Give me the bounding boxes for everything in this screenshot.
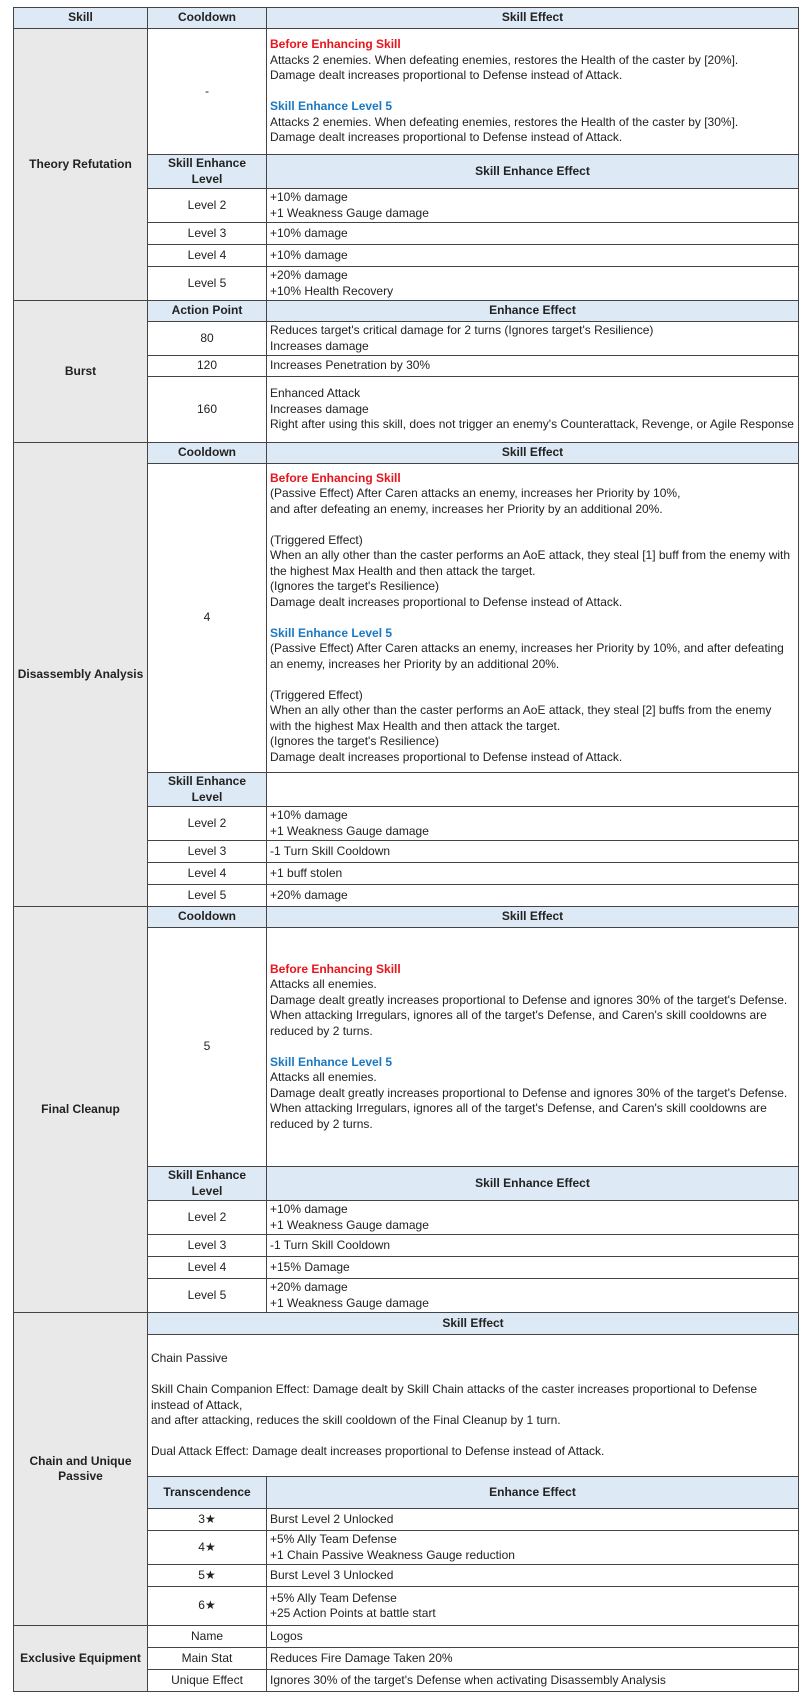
skill-name-chain: Chain and Unique Passive <box>14 1313 148 1626</box>
action-point: 160 <box>148 377 267 443</box>
transcendence-effect: Burst Level 2 Unlocked <box>267 1509 799 1531</box>
equipment-value: Reduces Fire Damage Taken 20% <box>267 1648 799 1670</box>
level-effect: +10% damage +1 Weakness Gauge damage <box>267 807 799 841</box>
skill-effect <box>267 928 799 1167</box>
level-header: Skill Enhance Level <box>148 155 267 189</box>
burst-effect: Increases Penetration by 30% <box>267 356 799 377</box>
effect-header: Skill Effect <box>148 1313 799 1335</box>
header-skill: Skill <box>14 8 148 29</box>
equipment-label: Main Stat <box>148 1648 267 1670</box>
enhanced-label: Skill Enhance Level 5 <box>270 99 393 114</box>
cooldown-value: 4 <box>148 464 267 773</box>
action-point: 120 <box>148 356 267 377</box>
before-text: Attacks 2 enemies. When defeating enemies, restores the Health of the caster by [20%]. Damage dealt increases proportional to Defense instead of Attack. <box>270 52 739 83</box>
enhanced-text: Attacks all enemies. Damage dealt greatly increases proportional to Defense and ignores 30% of the target's Defense. When attacking Irregulars, ignores all of the target's Defense, and Caren's skill cooldowns are reduced by 2 turns. <box>270 1070 788 1131</box>
skill-name-cleanup: Final Cleanup <box>14 907 148 1313</box>
before-text: Attacks all enemies. Damage dealt greatly increases proportional to Defense and ignores 30% of the target's Defense. When attacking Irregulars, ignores all of the target's Defense, and Caren's skill cooldowns are reduced by 2 turns. <box>270 977 788 1038</box>
table-header-row <box>14 8 799 29</box>
skill-table <box>13 7 799 1692</box>
equipment-title: Exclusive Equipment <box>14 1626 148 1692</box>
level: Level 5 <box>148 1279 267 1313</box>
cooldown-header: Cooldown <box>148 443 267 464</box>
skill-effect <box>267 464 799 773</box>
level: Level 3 <box>148 223 267 245</box>
transcendence-effect: +5% Ally Team Defense +25 Action Points at battle start <box>267 1587 799 1626</box>
transcendence-header: Transcendence <box>148 1477 267 1509</box>
level: Level 4 <box>148 245 267 267</box>
action-point: 80 <box>148 322 267 356</box>
level-effect: +10% damage <box>267 245 799 267</box>
level-effect: +10% damage +1 Weakness Gauge damage <box>267 189 799 223</box>
cooldown-value: 5 <box>148 928 267 1167</box>
transcendence-tier: 6★ <box>148 1587 267 1626</box>
level: Level 4 <box>148 1257 267 1279</box>
effect-header: Skill Effect <box>267 907 799 928</box>
level: Level 2 <box>148 189 267 223</box>
level-effect: +15% Damage <box>267 1257 799 1279</box>
enhanced-text: Attacks 2 enemies. When defeating enemies, restores the Health of the caster by [30%]. Damage dealt increases proportional to Defense instead of Attack. <box>270 114 739 145</box>
level-header: Skill Enhance Level <box>148 773 267 807</box>
level: Level 2 <box>148 1201 267 1235</box>
level-effect-header: Skill Enhance Effect <box>267 1167 799 1201</box>
level-effect-header: Skill Enhance Effect <box>267 155 799 189</box>
level: Level 2 <box>148 807 267 841</box>
equipment-value: Ignores 30% of the target's Defense when activating Disassembly Analysis <box>267 1670 799 1692</box>
empty-cell <box>267 773 799 807</box>
skill-effect <box>267 29 799 155</box>
header-cooldown: Cooldown <box>148 8 267 29</box>
level: Level 4 <box>148 863 267 885</box>
transcendence-effect: +5% Ally Team Defense +1 Chain Passive Weakness Gauge reduction <box>267 1531 799 1565</box>
table-row <box>14 1626 799 1648</box>
level-effect: +1 buff stolen <box>267 863 799 885</box>
equipment-value: Logos <box>267 1626 799 1648</box>
equipment-label: Name <box>148 1626 267 1648</box>
level-effect: +10% damage +1 Weakness Gauge damage <box>267 1201 799 1235</box>
transcendence-tier: 3★ <box>148 1509 267 1531</box>
level-header: Skill Enhance Level <box>148 1167 267 1201</box>
skill-name-theory: Theory Refutation <box>14 29 148 301</box>
cooldown-value: - <box>148 29 267 155</box>
skill-name-burst: Burst <box>14 301 148 443</box>
cooldown-header: Cooldown <box>148 907 267 928</box>
enhanced-label: Skill Enhance Level 5 <box>270 1054 393 1069</box>
level: Level 3 <box>148 1235 267 1257</box>
level-effect: +20% damage <box>267 885 799 907</box>
level-effect: +10% damage <box>267 223 799 245</box>
skill-name-disassembly: Disassembly Analysis <box>14 443 148 907</box>
enhance-effect-header: Enhance Effect <box>267 1477 799 1509</box>
level-effect: -1 Turn Skill Cooldown <box>267 841 799 863</box>
ap-header: Action Point <box>148 301 267 322</box>
before-label: Before Enhancing Skill <box>270 470 401 485</box>
transcendence-effect: Burst Level 3 Unlocked <box>267 1565 799 1587</box>
level-effect: +20% damage +1 Weakness Gauge damage <box>267 1279 799 1313</box>
level: Level 3 <box>148 841 267 863</box>
chain-effect: Chain Passive Skill Chain Companion Effect: Damage dealt by Skill Chain attacks of the caster increases proportional to Defense instead of Attack, and after attacking, reduces the skill cooldown of the Final Cleanup by 1 turn. Dual Attack Effect: Damage dealt increases proportional to Defense instead of Attack. <box>148 1335 799 1477</box>
burst-effect: Enhanced Attack Increases damage Right after using this skill, does not trigger an enemy's Counterattack, Revenge, or Agile Response <box>267 377 799 443</box>
before-label: Before Enhancing Skill <box>270 37 401 52</box>
header-effect: Skill Effect <box>267 8 799 29</box>
level-effect: +20% damage +10% Health Recovery <box>267 267 799 301</box>
enhanced-text: (Passive Effect) After Caren attacks an enemy, increases her Priority by 10%, and after defeating an enemy, increases her Priority by an additional 20%. (Triggered Effect) When an ally other than the caster performs an AoE attack, they steal [2] buffs from the enemy with the highest Max Health and then attack the target. (Ignores the target's Resilience) Damage dealt increases proportional to Defense instead of Attack. <box>270 641 784 764</box>
before-text: (Passive Effect) After Caren attacks an enemy, increases her Priority by 10%, and after defeating an enemy, increases her Priority by an additional 20%. (Triggered Effect) When an ally other than the caster performs an AoE attack, they steal [1] buff from the enemy with the highest Max Health and then attack the target. (Ignores the target's Resilience) Damage dealt increases proportional to Defense instead of Attack. <box>270 486 791 609</box>
before-label: Before Enhancing Skill <box>270 961 401 976</box>
level: Level 5 <box>148 267 267 301</box>
level: Level 5 <box>148 885 267 907</box>
enhanced-label: Skill Enhance Level 5 <box>270 625 393 640</box>
effect-header: Skill Effect <box>267 443 799 464</box>
transcendence-tier: 5★ <box>148 1565 267 1587</box>
enhance-effect-header: Enhance Effect <box>267 301 799 322</box>
transcendence-tier: 4★ <box>148 1531 267 1565</box>
equipment-label: Unique Effect <box>148 1670 267 1692</box>
level-effect: -1 Turn Skill Cooldown <box>267 1235 799 1257</box>
burst-effect: Reduces target's critical damage for 2 turns (Ignores target's Resilience) Increases damage <box>267 322 799 356</box>
